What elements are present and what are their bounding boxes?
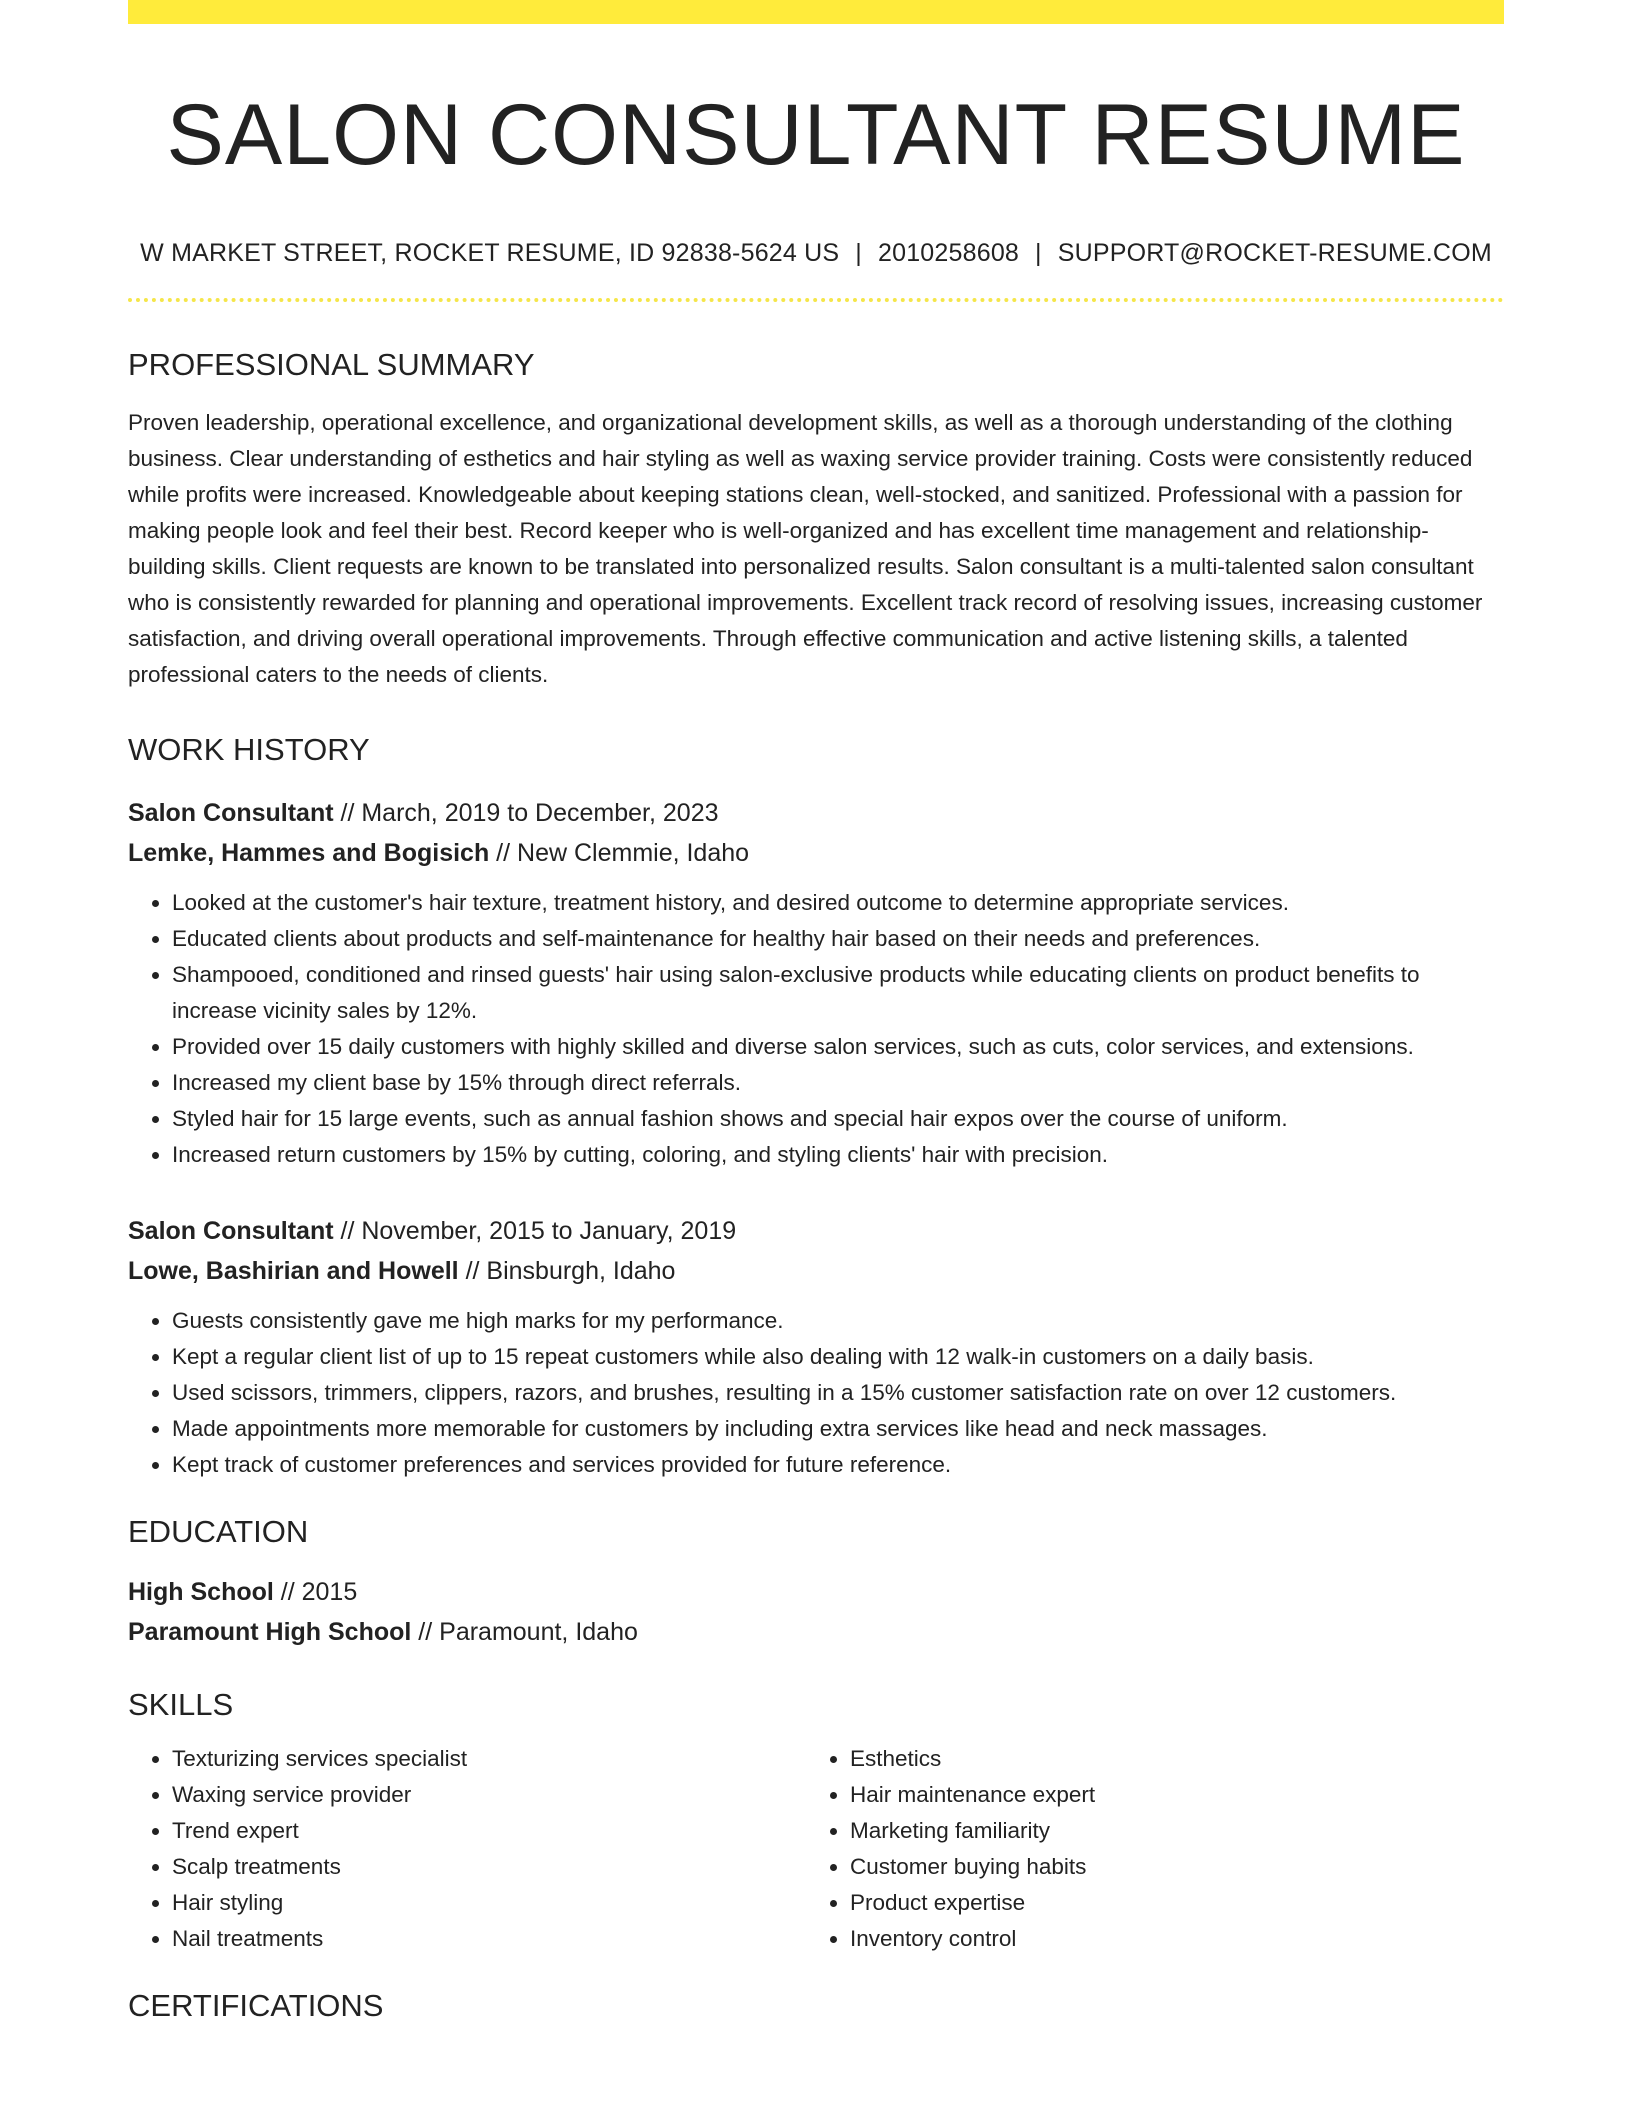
job-bullet: • Used scissors, trimmers, clippers, razors, and brushes, resulting in a 15% customer satisfaction rate on over 12 customers. (172, 1375, 1504, 1411)
job-company: Lemke, Hammes and Bogisich (128, 838, 490, 867)
skill-item: • Waxing service provider (172, 1777, 806, 1813)
skill-item: • Scalp treatments (172, 1849, 806, 1885)
job-bullet: • Educated clients about products and self-maintenance for healthy hair based on their needs and preferences. (172, 921, 1504, 957)
education-degree: High School (128, 1577, 274, 1606)
contact-line (128, 239, 1504, 268)
skill-item: • Texturizing services specialist (172, 1741, 806, 1777)
job-bullet: • Kept a regular client list of up to 15 repeat customers while also dealing with 12 walk-in customers on a daily basis. (172, 1339, 1504, 1375)
skill-item: • Product expertise (850, 1885, 1484, 1921)
skill-item: • Marketing familiarity (850, 1813, 1484, 1849)
skills-heading: SKILLS (128, 1686, 234, 1722)
job-bullet: • Styled hair for 15 large events, such as annual fashion shows and special hair expos over the course of uniform. (172, 1101, 1504, 1137)
skill-item: • Inventory control (850, 1921, 1484, 1957)
job-entry (128, 1211, 1504, 1483)
job-bullet: • Increased return customers by 15% by cutting, coloring, and styling clients' hair with precision. (172, 1137, 1504, 1173)
job-bullets (128, 885, 1504, 1173)
skill-item: • Customer buying habits (850, 1849, 1484, 1885)
job-company-line (128, 1251, 1504, 1291)
job-title: Salon Consultant (128, 1216, 334, 1245)
job-bullet: • Kept track of customer preferences and services provided for future reference. (172, 1447, 1504, 1483)
job-bullet: • Made appointments more memorable for customers by including extra services like head and neck massages. (172, 1411, 1504, 1447)
job-bullet: • Shampooed, conditioned and rinsed guests' hair using salon-exclusive products while educating clients on product benefits to increase vicinity sales by 12%. (172, 957, 1504, 1029)
job-title: Salon Consultant (128, 798, 334, 827)
education-degree-line (128, 1572, 1504, 1612)
job-title-line (128, 1211, 1504, 1251)
job-location: // New Clemmie, Idaho (489, 838, 750, 867)
education-year: // 2015 (273, 1577, 358, 1606)
header-divider (128, 298, 1504, 302)
job-company-line (128, 833, 1504, 873)
job-dates: // November, 2015 to January, 2019 (333, 1216, 737, 1245)
job-bullet: • Looked at the customer's hair texture, treatment history, and desired outcome to determine appropriate services. (172, 885, 1504, 921)
job-bullets (128, 1303, 1504, 1483)
resume-page (128, 0, 1504, 2024)
contact-email: SUPPORT@ROCKET-RESUME.COM (1057, 239, 1492, 268)
contact-separator: | (855, 239, 862, 268)
education-school-line (128, 1612, 1504, 1652)
certifications-heading: CERTIFICATIONS (128, 1987, 384, 2023)
skill-item: • Hair styling (172, 1885, 806, 1921)
education-school: Paramount High School (128, 1617, 412, 1646)
resume-title: SALON CONSULTANT RESUME (166, 87, 1466, 183)
skills-column-right (806, 1741, 1484, 1957)
skill-item: • Trend expert (172, 1813, 806, 1849)
job-entry (128, 793, 1504, 1173)
education-heading: EDUCATION (128, 1513, 309, 1549)
skill-item: • Esthetics (850, 1741, 1484, 1777)
skill-item: • Nail treatments (172, 1921, 806, 1957)
skill-item: • Hair maintenance expert (850, 1777, 1484, 1813)
job-location: // Binsburgh, Idaho (458, 1256, 676, 1285)
work-history-heading: WORK HISTORY (128, 732, 370, 768)
job-bullet: • Provided over 15 daily customers with highly skilled and diverse salon services, such as cuts, color services, and extensions. (172, 1029, 1504, 1065)
skills-list (128, 1741, 1504, 1957)
job-dates: // March, 2019 to December, 2023 (333, 798, 719, 827)
contact-separator: | (1035, 239, 1042, 268)
contact-phone: 2010258608 (877, 239, 1020, 268)
top-accent-bar (128, 0, 1504, 24)
job-company: Lowe, Bashirian and Howell (128, 1256, 459, 1285)
education-location: // Paramount, Idaho (411, 1617, 638, 1646)
education-entry (128, 1572, 1504, 1652)
job-title-line (128, 793, 1504, 833)
job-bullet: • Guests consistently gave me high marks for my performance. (172, 1303, 1504, 1339)
summary-heading: PROFESSIONAL SUMMARY (128, 347, 535, 383)
summary-text: Proven leadership, operational excellence, and organizational development skills, as well as a thorough understanding of the clothing business. Clear understanding of esthetics and hair styling as well as waxing service provider training. Costs were consistently reduced while profits were increased. Knowledgeable about keeping stations clean, well-stocked, and sanitized. Professional with a passion for making people look and feel their best. Record keeper who is well-organized and has excellent time management and relationship-building skills. Client requests are known to be translated into personalized results. Salon consultant is a multi-talented salon consultant who is consistently rewarded for planning and operational improvements. Excellent track record of resolving issues, increasing customer satisfaction, and driving overall operational improvements. Through effective communication and active listening skills, a talented professional caters to the needs of clients. (128, 410, 1483, 688)
skills-column-left (128, 1741, 806, 1957)
job-bullet: • Increased my client base by 15% through direct referrals. (172, 1065, 1504, 1101)
contact-address: W MARKET STREET, ROCKET RESUME, ID 92838-5624 US (140, 239, 840, 268)
